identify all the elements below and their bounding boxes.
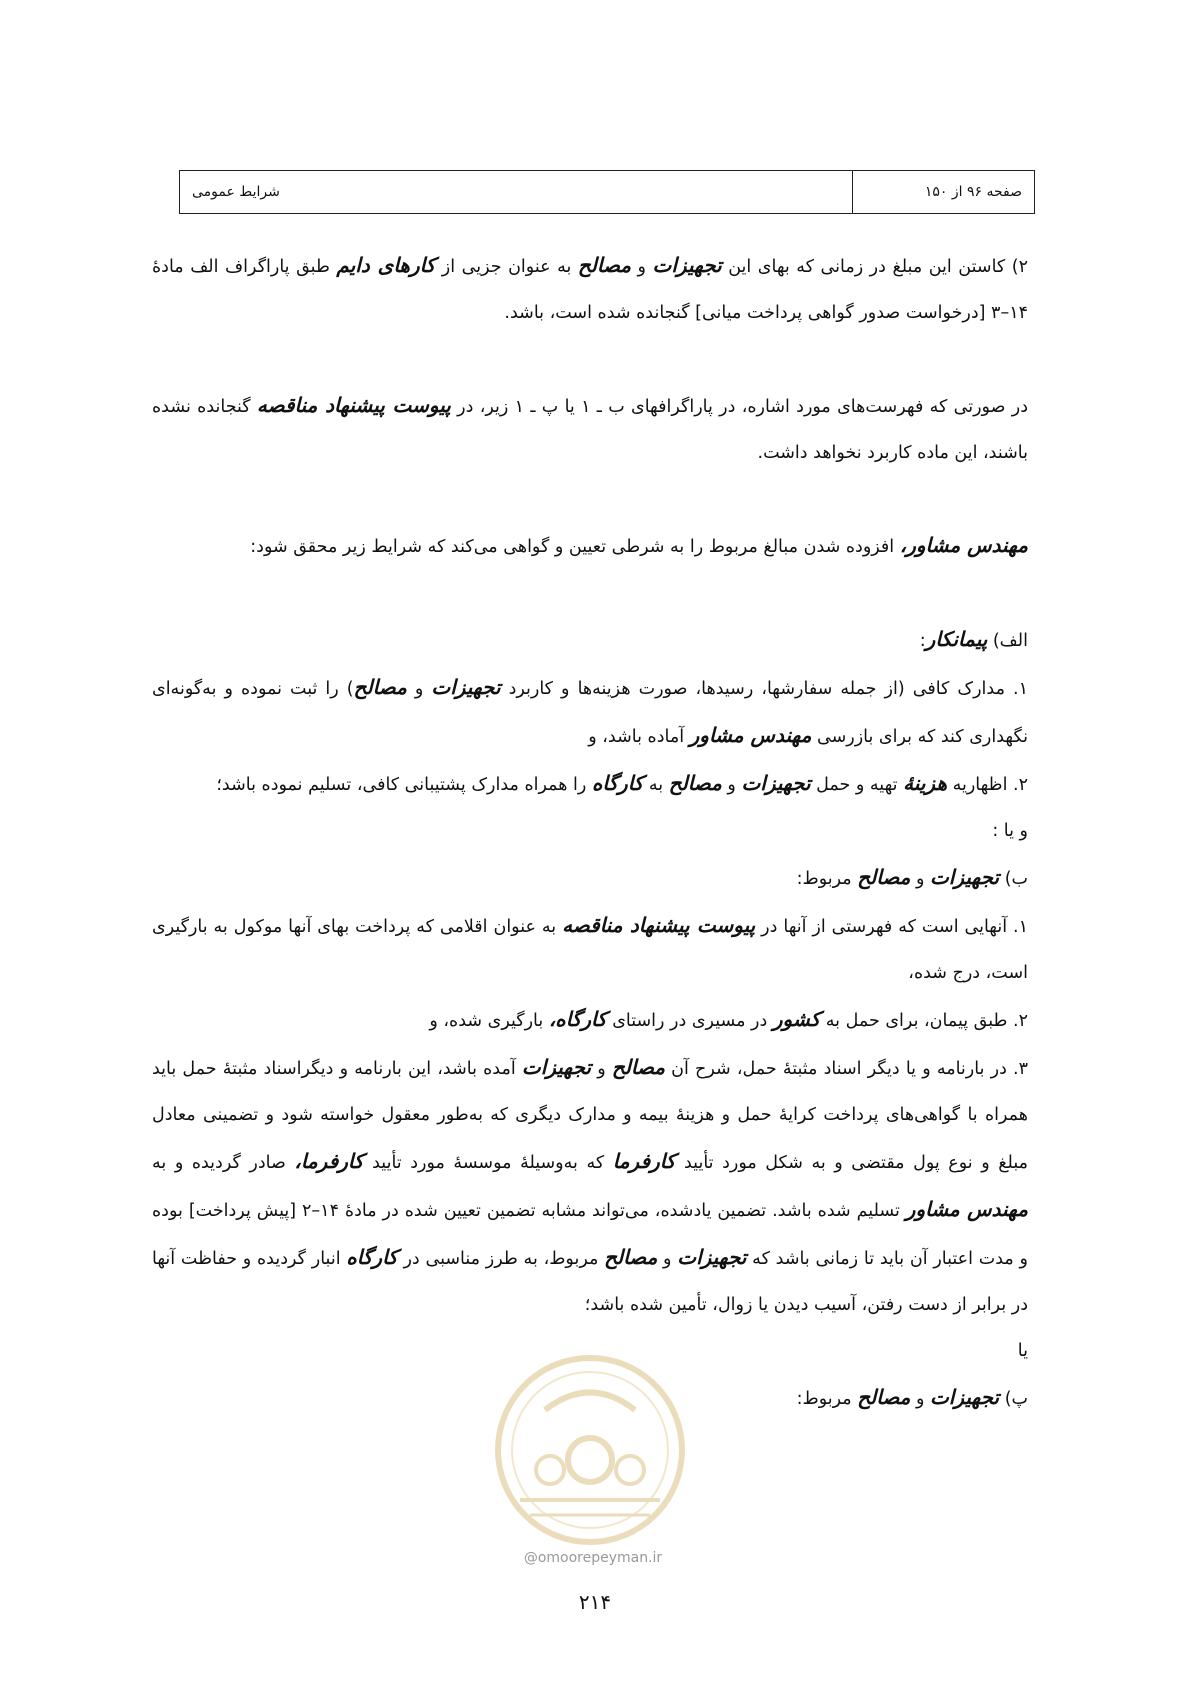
- paragraph-2: [152, 242, 1028, 336]
- term: مهندس مشاور،: [899, 533, 1028, 557]
- term: مصالح: [353, 675, 407, 699]
- text: و: [406, 679, 432, 699]
- text: ۲. اظهاریه: [947, 775, 1028, 795]
- term: تجهیزات: [431, 675, 501, 699]
- paragraph-applicability: [152, 382, 1028, 476]
- watermark-site: @omoorepeyman.ir: [523, 1550, 663, 1566]
- watermark-seal-icon: [490, 1350, 690, 1550]
- page-counter: صفحه ۹۶ از ۱۵۰: [852, 171, 1034, 213]
- text: یا: [1017, 1341, 1028, 1361]
- term: پیمانکار: [925, 627, 988, 651]
- term: کارگاه،: [548, 1007, 607, 1031]
- text: ۲. طبق پیمان، برای حمل به: [820, 1011, 1028, 1031]
- term: تجهیزات: [741, 771, 811, 795]
- text: به عنوان جزیی از: [435, 257, 578, 277]
- item-alef-1: [152, 664, 1028, 760]
- paragraph-engineer: [152, 522, 1028, 570]
- term: مصالح: [604, 1245, 658, 1269]
- term: مصالح: [611, 1055, 665, 1079]
- text: آماده باشد، و: [588, 727, 690, 747]
- text: ب): [999, 869, 1028, 889]
- text: و یا :: [992, 821, 1028, 841]
- text: در مسیری در راستای: [606, 1011, 773, 1031]
- text: و: [631, 257, 653, 277]
- text: و: [657, 1249, 678, 1269]
- text: که به‌وسیلهٔ موسسهٔ مورد تأیید: [363, 1153, 613, 1173]
- text: مربوط:: [796, 869, 858, 889]
- document-body: [152, 242, 1028, 1422]
- text: و: [591, 1059, 612, 1079]
- text: به عنوان اقلامی که پرداخت بهای آنها موکول به بارگیری است، درج شده،: [152, 917, 1028, 983]
- text: طبق پاراگراف الف مادهٔ ۱۴–۳ [درخواست صدور گواهی پرداخت میانی] گنجانده شده است، باشد.: [152, 257, 1028, 323]
- term: پیوست پیشنهاد مناقصه: [256, 393, 451, 417]
- item-alef: [152, 616, 1028, 664]
- text: گنجانده نشده باشند، این ماده کاربرد نخواهد داشت.: [152, 397, 1028, 463]
- text: در صورتی که فهرست‌های مورد اشاره، در پاراگرافهای ب ـ ۱ یا پ ـ ۱ زیر، در: [450, 397, 1028, 417]
- text: مربوط، به طرز مناسبی در: [397, 1249, 605, 1269]
- term: مصالح: [668, 771, 722, 795]
- term: کشور: [772, 1007, 821, 1031]
- term: مهندس مشاور: [689, 723, 812, 747]
- item-be: [152, 854, 1028, 902]
- text: الف): [987, 631, 1028, 651]
- term: تجهیزات: [521, 1055, 592, 1079]
- text: و: [721, 775, 742, 795]
- text: پ): [999, 1389, 1028, 1409]
- text: ۱. آنهایی است که فهرستی از آنها در: [755, 917, 1029, 937]
- text: ۱. مدارک کافی (از جمله سفارشها، رسیدها، صورت هزینه‌ها و کاربرد: [500, 679, 1028, 699]
- text: انبار گردیده و حفاظت آنها در برابر از دست رفتن، آسیب دیدن یا زوال، تأمین شده باشد؛: [152, 1249, 1028, 1315]
- text: و: [910, 869, 930, 889]
- text: مربوط:: [796, 1389, 858, 1409]
- text: را همراه مدارک پشتیبانی کافی، تسلیم نموده باشد؛: [216, 775, 592, 795]
- term: هزینهٔ: [903, 771, 947, 795]
- or-separator: [152, 808, 1028, 854]
- term: پیوست پیشنهاد مناقصه: [562, 913, 756, 937]
- text: صادر گردیده و به: [152, 1153, 295, 1173]
- text: تهیه و حمل: [810, 775, 904, 795]
- page-header: [179, 170, 1035, 214]
- term: کارفرما: [612, 1149, 676, 1173]
- term: کارگاه: [346, 1245, 398, 1269]
- item-be-1: [152, 902, 1028, 996]
- text: ) را ثبت نموده و به‌گونه‌ای نگهداری کند که برای بازرسی: [152, 679, 1028, 747]
- text: آمده باشد، این بارنامه و دیگراسناد مثبتهٔ حمل باید همراه با گواهی‌های پرداخت کرایهٔ حمل و هزینهٔ بیمه و مدارک دیگری که به‌طور معقول خواسته شود و تضمینی معادل مبلغ و نوع پول مقتضی و به شکل مورد تأیید: [152, 1059, 1028, 1173]
- item-be-3: [152, 1044, 1028, 1328]
- text: افزوده شدن مبالغ مربوط را به شرطی تعیین و گواهی می‌کند که شرایط زیر محقق شود:: [250, 537, 900, 557]
- text: ۳. در بارنامه و یا دیگر اسناد مثبتهٔ حمل، شرح آن: [665, 1059, 1029, 1079]
- text: ۲) کاستن این مبلغ در زمانی که بهای این: [721, 257, 1029, 277]
- page-number: ۲۱۴: [578, 1590, 612, 1614]
- term: کارهای دایم: [336, 253, 436, 277]
- term: تجهیزات: [677, 1245, 747, 1269]
- term: کارفرما،: [294, 1149, 364, 1173]
- item-be-2: [152, 996, 1028, 1044]
- text: بارگیری شده، و: [429, 1011, 549, 1031]
- term: تجهیزات: [652, 253, 722, 277]
- text: تسلیم شده باشد. تضمین یادشده، می‌تواند مشابه تضمین تعیین شده در مادهٔ ۱۴–۲ [پیش پرداخت] بوده و مدت اعتبار آن باید تا زمانی باشد که: [152, 1201, 1028, 1269]
- text: به: [643, 775, 669, 795]
- term: تجهیزات: [929, 865, 1000, 889]
- term: مهندس مشاور: [905, 1197, 1028, 1221]
- term: مصالح: [577, 253, 632, 277]
- term: مصالح: [857, 1385, 911, 1409]
- document-section-title: شرایط عمومی: [192, 184, 280, 200]
- text: و: [910, 1389, 930, 1409]
- term: تجهیزات: [929, 1385, 1000, 1409]
- item-alef-2: [152, 760, 1028, 808]
- term: کارگاه: [591, 771, 644, 795]
- text: :: [919, 631, 926, 651]
- term: مصالح: [857, 865, 911, 889]
